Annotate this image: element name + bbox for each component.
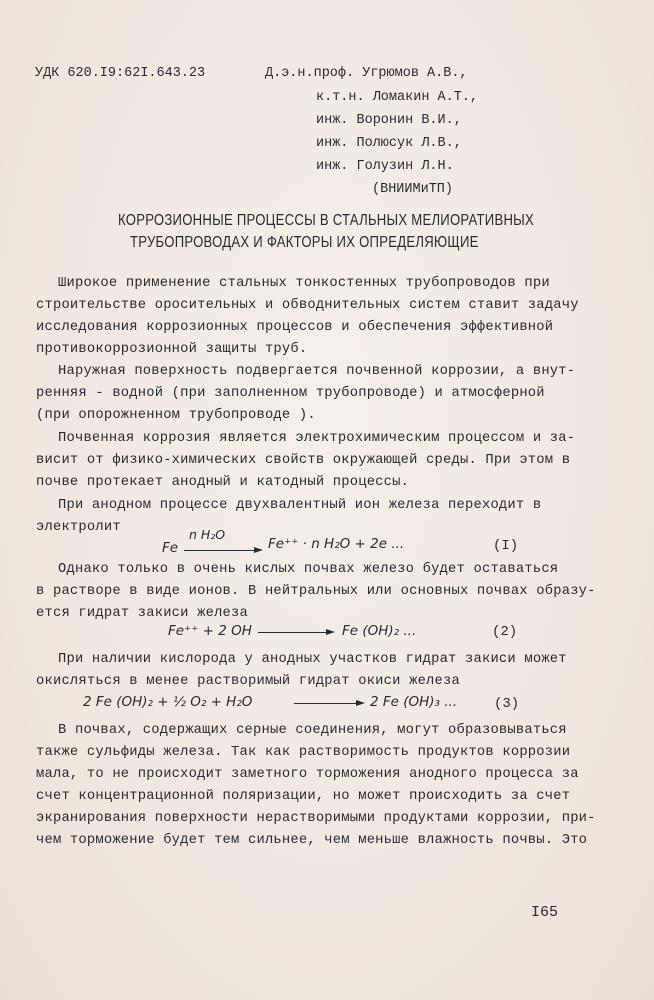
reaction-arrow [184,550,256,551]
text-line: мала, то не происходит заметного торможения анодного процесса за [36,767,579,782]
eq2-number: (2) [492,624,518,640]
text-line: счет концентрационной поляризации, но может происходить за счет [36,789,571,804]
text-line: в растворе в виде ионов. В нейтральных или основных почвах образу- [36,584,596,599]
eq3-number: (3) [494,696,520,712]
page-number: I65 [531,904,559,921]
text-line: противокоррозионной защиты труб. [36,342,308,357]
paper-title-line2: ТРУБОПРОВОДАХ И ФАКТОРЫ ИХ ОПРЕДЕЛЯЮЩИЕ [130,234,479,251]
author-4: инж. Полюсук Л.В., [316,136,462,151]
eq1-left: Fe [162,540,179,556]
eq1-right: Fe⁺⁺ · n H₂O + 2e ... [268,536,405,552]
eq2-right: Fe (OH)₂ ... [342,623,417,639]
eq1-over-arrow: n H₂O [189,527,226,542]
eq1-number: (I) [493,538,519,554]
reaction-arrow [294,703,358,704]
text-line: строительстве оросительных и обводнительных систем ставит задачу [36,298,579,313]
institution: (ВНИИМиТП) [372,182,454,197]
arrow-head-icon [254,547,263,553]
text-line: В почвах, содержащих серные соединения, могут образовываться [58,723,567,738]
reaction-arrow [258,632,328,633]
eq3-right: 2 Fe (OH)₃ ... [370,694,458,710]
text-line: Однако только в очень кислых почвах железо будет оставаться [58,562,559,577]
text-line: висит от физико-химических свойств окружающей среды. При этом в [36,453,571,468]
eq2-left: Fe⁺⁺ + 2 OH [168,623,252,639]
text-line: При анодном процессе двухвалентный ион железа переходит в [58,498,542,513]
text-line: окисляться в менее растворимый гидрат окиси железа [36,674,460,689]
text-line: ется гидрат закиси железа [36,606,248,621]
author-2: к.т.н. Ломакин А.Т., [316,90,479,105]
text-line: Наружная поверхность подвергается почвенной коррозии, а внут- [58,364,576,379]
author-3: инж. Воронин В.И., [316,113,462,128]
author-1: Д.э.н.проф. Угрюмов А.В., [265,66,468,81]
text-line: При наличии кислорода у анодных участков гидрат закиси может [58,652,567,667]
text-line: электролит [36,520,121,535]
text-line: (при опорожненном трубопроводе ). [36,408,316,423]
text-line: Почвенная коррозия является электрохимическим процессом и за- [58,431,576,446]
eq3-left: 2 Fe (OH)₂ + ½ O₂ + H₂O [83,694,253,710]
text-line: также сульфиды железа. Так как растворимость продуктов коррозии [36,745,571,760]
text-line: Широкое применение стальных тонкостенных трубопроводов при [58,276,550,291]
udk-code: УДК 620.I9:62I.643.23 [35,66,206,81]
author-5: инж. Голузин Л.Н. [316,159,454,174]
arrow-head-icon [356,700,365,706]
paper-title-line1: КОРРОЗИОННЫЕ ПРОЦЕССЫ В СТАЛЬНЫХ МЕЛИОРАТИВНЫХ [118,212,535,229]
text-line: почве протекает анодный и катодный процессы. [36,475,410,490]
text-line: экранирования поверхности нерастворимыми продуктами коррозии, при- [36,811,596,826]
text-line: исследования коррозионных процессов и обеспечения эффективной [36,320,554,335]
text-line: чем торможение будет тем сильнее, чем меньше влажность почвы. Это [36,833,588,848]
arrow-head-icon [326,629,335,635]
text-line: ренняя - водной (при заполненном трубопроводе) и атмосферной [36,386,545,401]
